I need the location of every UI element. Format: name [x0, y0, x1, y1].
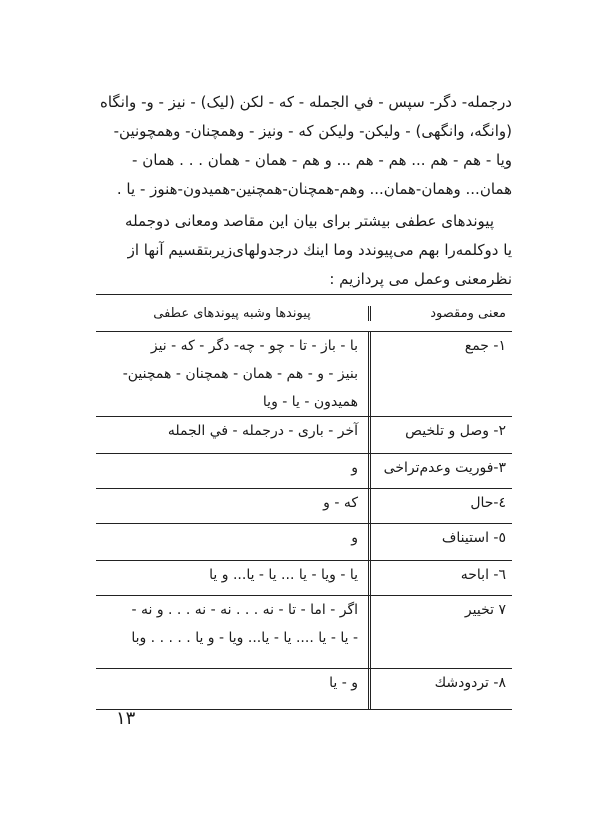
table-row — [96, 561, 512, 596]
table-header-row — [96, 295, 512, 332]
row-conjunctions — [96, 669, 368, 709]
conjunction-line: با - باز - تا - چو - چه- دگر - که - نيز — [150, 338, 358, 354]
table-row — [96, 489, 512, 524]
page-number: ۱۳ — [116, 708, 136, 729]
table-row — [96, 417, 512, 454]
row-conjunctions — [96, 561, 368, 595]
conjunction-line: و - يا — [329, 675, 358, 691]
row-meaning: ۷ تخيير — [368, 596, 512, 668]
conjunction-line: يا - ويا - يا ... يا - يا... و يا — [209, 567, 358, 583]
text-line: درجمله- دگر- سپس - في الجمله - که - لکن (ليک) - نيز - و- وانگاه — [100, 93, 512, 111]
row-meaning: ٥- استيناف — [368, 524, 512, 560]
conjunction-line: اگر - اما - تا - نه . . . نه - نه . . . و نه - — [131, 602, 358, 618]
row-meaning: ۲- وصل و تلخيص — [368, 417, 512, 453]
header-meaning: معنی ومقصود — [368, 306, 512, 321]
text-line: همان... وهمان-همان... وهم-همچنان-همچنين-هميدون-هنوز - يا . — [116, 180, 512, 198]
row-conjunctions — [96, 417, 368, 453]
conjunction-line: و — [351, 460, 358, 476]
row-conjunctions — [96, 524, 368, 560]
row-conjunctions — [96, 454, 368, 488]
conjunctions-table — [96, 294, 512, 710]
intro-paragraph — [100, 88, 512, 204]
table-row — [96, 669, 512, 709]
conjunction-line: که - و — [323, 495, 358, 511]
table-row — [96, 596, 512, 669]
table-row — [96, 332, 512, 417]
text-line: پيوندهای عطفی بيشتر برای بيان اين مقاصد ومعانی دوجمله — [125, 212, 494, 230]
row-meaning: ۱- جمع — [368, 332, 512, 416]
row-meaning: ٦- اباحه — [368, 561, 512, 595]
text-line: (وانگه، وانگهی) - وليکن- وليکن که - ونيز - وهمچنان- وهمچونين- — [113, 122, 512, 140]
text-line: يا دوکلمه‌را بهم می‌پيوندد وما اينك درجدولهای‌زيربتقسيم آنها از — [127, 241, 512, 259]
text-line: ويا - هم - هم ... هم - هم ... و هم - همان - همان . . . همان - — [132, 151, 512, 169]
table-row — [96, 454, 512, 489]
row-meaning: ٤-حال — [368, 489, 512, 523]
conjunction-line: بنيز - و - هم - همان - همچنان - همچنين- — [122, 366, 358, 382]
conjunction-line: آخر - باری - درجمله - في الجمله — [167, 423, 358, 439]
second-paragraph — [100, 207, 512, 294]
table-body — [96, 332, 512, 709]
conjunction-line: و — [351, 530, 358, 546]
table-row — [96, 524, 512, 561]
row-conjunctions — [96, 596, 368, 668]
row-conjunctions — [96, 489, 368, 523]
conjunction-line: - يا - يا .... يا - يا... ويا - و يا . . . . . وبا — [131, 630, 358, 646]
text-line: نظرمعنی وعمل می پردازيم : — [329, 270, 512, 288]
conjunction-line: هميدون - يا - ويا — [262, 394, 358, 410]
row-meaning: ۸- تردودشك — [368, 669, 512, 709]
row-meaning: ۳-فوريت وعدم‌تراخی — [368, 454, 512, 488]
row-conjunctions — [96, 332, 368, 416]
header-conjunctions: پيوندها وشبه پيوندهای عطفی — [153, 305, 311, 321]
